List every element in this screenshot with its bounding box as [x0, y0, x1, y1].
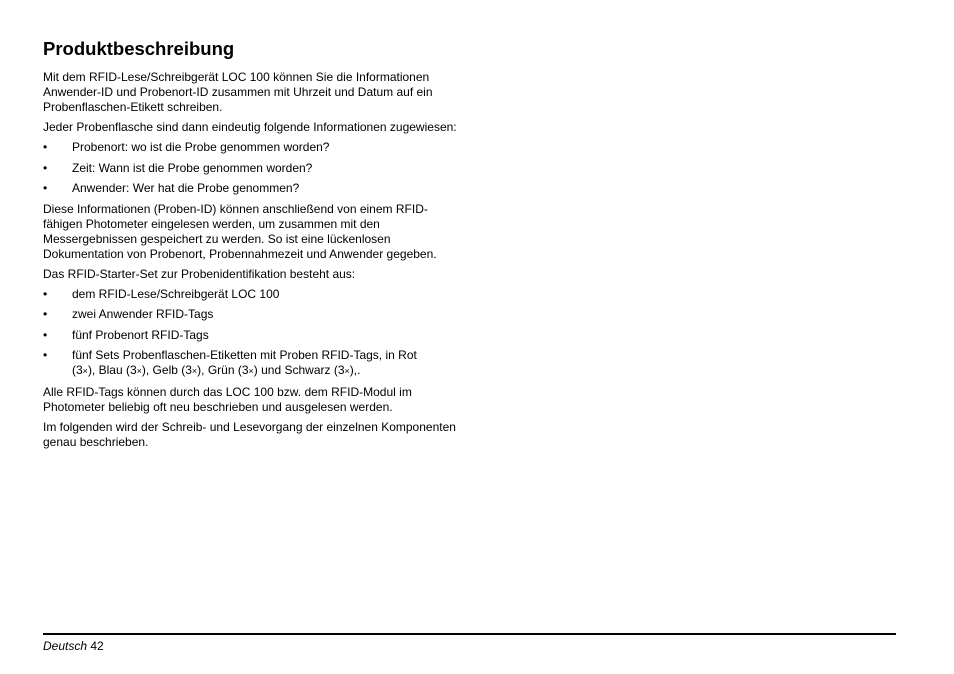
bullet: • [43, 286, 48, 301]
list-item [43, 287, 463, 302]
bullet: • [43, 160, 48, 175]
set-list [43, 287, 463, 380]
bullet: • [43, 140, 48, 154]
list-item-text: ) und Schwarz (3 [253, 363, 345, 377]
paragraph-starter-set: Das RFID-Starter-Set zur Probenidentifikation besteht aus: [43, 266, 356, 281]
list-item-text: ), Grün (3 [197, 363, 249, 377]
times-sign: × [191, 366, 198, 376]
list-item [43, 161, 463, 176]
bullet: • [43, 327, 48, 342]
list-item-text: ), Gelb (3 [141, 363, 192, 377]
page-footer [43, 639, 104, 653]
list-item [43, 307, 463, 322]
paragraph-rewrite: Alle RFID-Tags können durch das LOC 100 bzw. dem RFID-Modul im Photometer beliebig oft neu beschrieben und ausgelesen werden. [43, 384, 412, 414]
list-item-text: zwei Anwender RFID-Tags [72, 307, 214, 321]
list-item-text: dem RFID-Lese/Schreibgerät LOC 100 [72, 286, 280, 301]
list-item [43, 328, 463, 343]
footer-divider [43, 633, 896, 635]
bullet: • [43, 307, 48, 321]
info-list [43, 140, 463, 196]
list-item-text: Zeit: Wann ist die Probe genommen worden? [72, 160, 313, 175]
section-title: Produktbeschreibung [43, 38, 235, 59]
list-item [43, 348, 463, 379]
bullet: • [43, 181, 48, 195]
paragraph-following: Im folgenden wird der Schreib- und Lesevorgang der einzelnen Komponenten genau beschrieben. [43, 419, 456, 449]
times-sign: × [136, 366, 142, 376]
list-item-text: (3 [72, 363, 83, 377]
footer-language: Deutsch [43, 639, 88, 653]
list-item-text: fünf Probenort RFID-Tags [72, 327, 209, 342]
list-item-text: fünf Sets Probenflaschen-Etiketten mit Proben RFID-Tags, in Rot [72, 348, 417, 362]
list-item [43, 181, 463, 196]
paragraph-intro: Mit dem RFID-Lese/Schreibgerät LOC 100 können Sie die Informationen Anwender-ID und Probenort-ID zusammen mit Uhrzeit und Datum auf ein Probenflaschen-Etikett schreiben. [43, 70, 433, 114]
times-sign: × [248, 366, 254, 376]
page-content [43, 37, 463, 455]
times-sign: × [344, 366, 350, 376]
list-item-text: Probenort: wo ist die Probe genommen worden? [72, 140, 330, 154]
list-item [43, 140, 463, 155]
bullet: • [43, 348, 48, 362]
page-number: 42 [90, 639, 104, 653]
paragraph-assigned: Jeder Probenflasche sind dann eindeutig folgende Informationen zugewiesen: [43, 120, 457, 134]
paragraph-photometer: Diese Informationen (Proben-ID) können anschließend von einem RFID-fähigen Photometer eingelesen werden, um zusammen mit den Messergebnissen gespeichert zu werden. So ist eine lückenlosen Dokumentation von Probenort, Probennahmezeit und Anwender gegeben. [43, 201, 437, 261]
list-item-text: Anwender: Wer hat die Probe genommen? [72, 181, 300, 195]
list-item-text: ),. [349, 363, 361, 377]
list-item-text: ), Blau (3 [87, 363, 137, 377]
times-sign: × [82, 366, 88, 376]
